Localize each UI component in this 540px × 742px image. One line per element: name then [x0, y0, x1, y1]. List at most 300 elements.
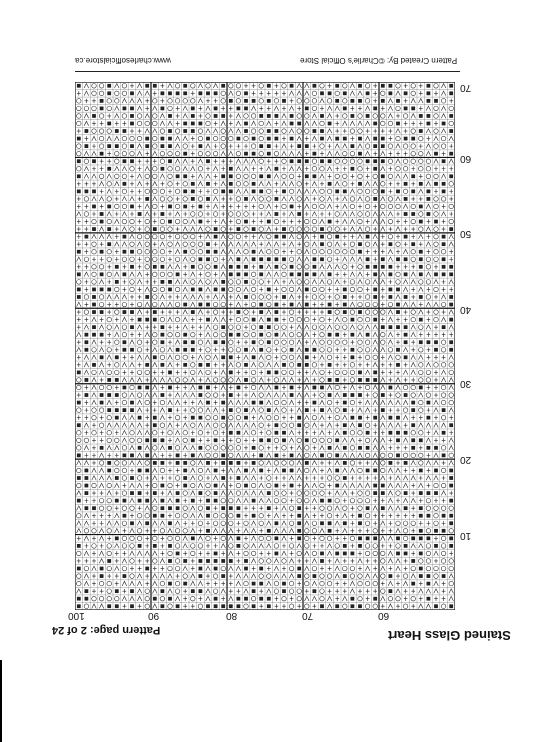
stitch-symbol	[290, 513, 294, 518]
stitch-symbol	[206, 182, 210, 186]
stitch-symbol	[244, 453, 249, 458]
stitch-symbol	[289, 106, 294, 111]
stitch-symbol	[107, 363, 111, 368]
stitch-symbol	[328, 122, 332, 126]
stitch-symbol	[320, 386, 324, 390]
stitch-symbol	[297, 536, 301, 540]
stitch-symbol	[396, 249, 400, 254]
stitch-symbol	[259, 506, 263, 511]
stitch-symbol	[199, 551, 203, 556]
stitch-symbol	[335, 393, 340, 398]
stitch-symbol	[191, 348, 195, 352]
stitch-symbol	[85, 400, 89, 405]
stitch-symbol	[229, 566, 234, 571]
stitch-symbol	[221, 84, 225, 88]
stitch-symbol	[426, 242, 431, 247]
stitch-symbol	[175, 317, 180, 322]
stitch-symbol	[441, 295, 446, 300]
stitch-symbol	[122, 446, 127, 451]
stitch-symbol	[198, 370, 203, 375]
stitch-symbol	[289, 581, 294, 586]
stitch-symbol	[168, 468, 172, 473]
stitch-symbol	[373, 182, 378, 187]
stitch-symbol	[328, 446, 332, 450]
stitch-symbol	[427, 122, 431, 126]
stitch-symbol	[442, 265, 446, 269]
stitch-symbol	[320, 566, 324, 571]
stitch-symbol	[199, 589, 203, 593]
stitch-symbol	[244, 521, 249, 526]
stitch-symbol	[267, 144, 271, 148]
stitch-symbol	[137, 408, 142, 413]
stitch-symbol	[221, 317, 226, 322]
stitch-symbol	[237, 559, 241, 564]
stitch-symbol	[351, 476, 355, 481]
stitch-symbol	[85, 182, 89, 187]
stitch-symbol	[138, 332, 142, 337]
stitch-symbol	[282, 257, 286, 261]
stitch-symbol	[373, 574, 378, 579]
stitch-symbol	[122, 257, 127, 262]
stitch-symbol	[100, 250, 104, 254]
stitch-symbol	[221, 234, 226, 239]
stitch-symbol	[343, 401, 347, 405]
stitch-symbol	[213, 430, 218, 435]
stitch-symbol	[115, 151, 120, 156]
stitch-symbol	[153, 514, 157, 518]
stitch-symbol	[77, 559, 81, 564]
stitch-symbol	[84, 212, 89, 217]
stitch-symbol	[335, 581, 339, 586]
stitch-symbol	[122, 393, 127, 398]
stitch-symbol	[373, 476, 377, 481]
stitch-symbol	[92, 491, 96, 496]
stitch-symbol	[115, 189, 119, 194]
stitch-symbol	[358, 393, 362, 397]
stitch-symbol	[282, 197, 287, 202]
stitch-symbol	[388, 234, 393, 239]
stitch-symbol	[328, 287, 332, 292]
stitch-symbol	[160, 581, 165, 586]
stitch-symbol	[388, 355, 393, 360]
stitch-symbol	[259, 325, 263, 329]
stitch-symbol	[77, 227, 81, 232]
stitch-symbol	[449, 174, 453, 178]
stitch-symbol	[449, 159, 454, 164]
stitch-symbol	[176, 91, 180, 95]
stitch-symbol	[183, 408, 187, 413]
stitch-symbol	[206, 604, 210, 608]
stitch-symbol	[237, 514, 241, 518]
stitch-symbol	[100, 272, 104, 276]
stitch-symbol	[381, 302, 385, 307]
stitch-symbol	[237, 257, 241, 261]
stitch-symbol	[84, 166, 89, 171]
stitch-symbol	[335, 536, 339, 541]
stitch-symbol	[373, 559, 377, 564]
stitch-symbol	[92, 498, 96, 503]
stitch-symbol	[373, 597, 377, 601]
stitch-symbol	[419, 446, 423, 451]
stitch-symbol	[244, 536, 248, 541]
stitch-symbol	[237, 137, 241, 141]
stitch-symbol	[282, 355, 287, 360]
stitch-symbol	[327, 106, 332, 111]
stitch-symbol	[115, 242, 120, 247]
stitch-symbol	[145, 144, 149, 148]
stitch-symbol	[92, 99, 96, 104]
stitch-symbol	[343, 114, 348, 119]
stitch-symbol	[92, 317, 97, 322]
stitch-symbol	[100, 567, 104, 571]
stitch-symbol	[312, 566, 317, 571]
stitch-symbol	[442, 242, 446, 246]
stitch-symbol	[320, 604, 324, 608]
stitch-symbol	[92, 234, 97, 239]
stitch-symbol	[290, 114, 294, 118]
stitch-symbol	[153, 287, 158, 292]
stitch-symbol	[199, 446, 203, 450]
stitch-symbol	[335, 174, 340, 179]
stitch-symbol	[236, 348, 241, 353]
stitch-symbol	[335, 363, 339, 368]
stitch-symbol	[419, 159, 424, 164]
stitch-symbol	[92, 182, 96, 187]
stitch-symbol	[449, 189, 453, 194]
stitch-symbol	[99, 144, 104, 149]
stitch-symbol	[214, 370, 218, 375]
stitch-symbol	[92, 189, 96, 193]
stitch-symbol	[320, 114, 324, 118]
stitch-symbol	[411, 204, 416, 209]
stitch-symbol	[77, 340, 81, 345]
axis-right-10: 10	[460, 530, 472, 541]
stitch-symbol	[191, 91, 195, 96]
stitch-symbol	[130, 310, 134, 314]
stitch-symbol	[138, 566, 142, 571]
stitch-symbol	[350, 498, 355, 503]
stitch-symbol	[100, 491, 104, 496]
stitch-symbol	[312, 415, 317, 420]
stitch-symbol	[350, 581, 355, 586]
stitch-symbol	[244, 423, 249, 428]
stitch-symbol	[427, 219, 431, 224]
stitch-symbol	[115, 106, 120, 111]
stitch-symbol	[328, 91, 332, 95]
stitch-symbol	[396, 393, 401, 398]
stitch-symbol	[176, 491, 180, 495]
stitch-symbol	[244, 581, 249, 586]
stitch-symbol	[381, 106, 385, 111]
stitch-symbol	[328, 272, 332, 276]
stitch-symbol	[123, 408, 127, 412]
stitch-symbol	[297, 204, 301, 209]
stitch-symbol	[198, 513, 203, 518]
stitch-symbol	[92, 476, 97, 481]
stitch-symbol	[130, 446, 135, 451]
stitch-symbol	[251, 596, 256, 601]
stitch-symbol	[85, 469, 89, 473]
stitch-symbol	[168, 415, 172, 420]
stitch-symbol	[183, 363, 187, 367]
stitch-symbol	[411, 513, 415, 518]
stitch-symbol	[198, 242, 203, 247]
stitch-symbol	[259, 461, 264, 466]
stitch-symbol	[115, 559, 119, 564]
stitch-symbol	[100, 513, 104, 518]
stitch-symbol	[282, 265, 287, 270]
stitch-symbol	[396, 529, 401, 534]
stitch-symbol	[350, 84, 355, 89]
stitch-symbol	[396, 91, 401, 96]
stitch-symbol	[236, 408, 241, 413]
stitch-symbol	[343, 129, 347, 134]
stitch-symbol	[244, 152, 248, 156]
stitch-symbol	[389, 295, 393, 299]
stitch-symbol	[275, 197, 279, 201]
stitch-symbol	[214, 385, 218, 390]
stitch-symbol	[191, 476, 196, 481]
stitch-symbol	[320, 144, 325, 149]
stitch-symbol	[229, 159, 233, 164]
stitch-symbol	[206, 559, 210, 563]
stitch-symbol	[426, 325, 431, 330]
stitch-symbol	[206, 159, 210, 163]
stitch-symbol	[351, 99, 355, 103]
stitch-symbol	[99, 280, 104, 285]
stitch-symbol	[282, 566, 286, 571]
stitch-symbol	[153, 257, 158, 262]
stitch-symbol	[267, 84, 271, 88]
stitch-symbol	[389, 566, 393, 571]
stitch-symbol	[335, 340, 340, 345]
stitch-symbol	[130, 340, 135, 345]
stitch-symbol	[441, 385, 446, 390]
stitch-symbol	[350, 385, 355, 390]
stitch-symbol	[183, 400, 187, 405]
stitch-symbol	[282, 227, 286, 231]
stitch-symbol	[350, 219, 355, 224]
stitch-symbol	[381, 212, 386, 217]
stitch-symbol	[107, 84, 111, 88]
stitch-symbol	[335, 544, 340, 549]
stitch-symbol	[411, 227, 415, 232]
stitch-symbol	[213, 574, 218, 579]
stitch-symbol	[328, 559, 332, 564]
stitch-symbol	[206, 121, 211, 126]
stitch-symbol	[411, 340, 415, 345]
stitch-symbol	[312, 581, 317, 586]
stitch-symbol	[350, 536, 355, 541]
stitch-symbol	[290, 205, 294, 209]
stitch-symbol	[183, 99, 188, 104]
stitch-symbol	[259, 423, 264, 428]
stitch-symbol	[107, 483, 112, 488]
stitch-symbol	[449, 423, 453, 427]
stitch-symbol	[198, 461, 203, 466]
stitch-symbol	[107, 151, 111, 156]
stitch-symbol	[137, 370, 142, 375]
stitch-symbol	[191, 453, 195, 457]
stitch-symbol	[160, 355, 165, 360]
stitch-symbol	[441, 378, 446, 383]
stitch-symbol	[130, 513, 134, 518]
stitch-symbol	[214, 604, 218, 608]
stitch-symbol	[92, 385, 97, 390]
stitch-symbol	[168, 348, 173, 353]
stitch-symbol	[244, 197, 248, 201]
stitch-symbol	[289, 227, 294, 232]
stitch-symbol	[130, 408, 134, 412]
stitch-symbol	[176, 197, 180, 202]
stitch-symbol	[297, 197, 302, 202]
stitch-symbol	[130, 355, 134, 360]
stitch-symbol	[92, 483, 97, 488]
stitch-symbol	[137, 121, 142, 126]
stitch-symbol	[229, 581, 233, 586]
stitch-symbol	[137, 249, 142, 254]
stitch-symbol	[206, 310, 210, 315]
stitch-symbol	[229, 182, 233, 186]
stitch-symbol	[145, 280, 149, 285]
stitch-symbol	[213, 513, 218, 518]
stitch-symbol	[343, 393, 347, 397]
stitch-symbol	[434, 430, 439, 435]
stitch-symbol	[138, 416, 142, 420]
stitch-symbol	[327, 604, 332, 609]
stitch-symbol	[343, 566, 348, 571]
stitch-symbol	[77, 197, 81, 202]
stitch-symbol	[350, 310, 355, 315]
stitch-symbol	[343, 137, 347, 141]
stitch-symbol	[145, 363, 149, 367]
stitch-symbol	[335, 453, 339, 457]
stitch-symbol	[252, 355, 256, 359]
stitch-symbol	[84, 159, 89, 164]
stitch-symbol	[396, 197, 401, 202]
stitch-symbol	[289, 295, 294, 300]
stitch-symbol	[259, 453, 263, 457]
stitch-symbol	[236, 280, 241, 285]
stitch-symbol	[206, 106, 211, 111]
stitch-symbol	[183, 491, 188, 496]
stitch-symbol	[176, 408, 180, 413]
stitch-symbol	[198, 430, 203, 435]
stitch-symbol	[191, 99, 196, 104]
stitch-symbol	[320, 430, 325, 435]
stitch-symbol	[252, 234, 256, 239]
stitch-symbol	[191, 332, 196, 337]
stitch-symbol	[138, 491, 142, 495]
stitch-symbol	[85, 189, 89, 193]
stitch-symbol	[297, 182, 302, 187]
stitch-symbol	[396, 280, 401, 285]
stitch-symbol	[343, 272, 347, 277]
stitch-symbol	[404, 91, 408, 95]
stitch-symbol	[206, 242, 210, 246]
stitch-symbol	[350, 287, 355, 292]
stitch-symbol	[77, 491, 82, 496]
stitch-symbol	[419, 84, 423, 89]
stitch-symbol	[130, 559, 135, 564]
stitch-symbol	[327, 468, 332, 473]
stitch-symbol	[320, 499, 324, 503]
stitch-symbol	[358, 106, 362, 111]
stitch-symbol	[419, 174, 423, 179]
stitch-symbol	[145, 491, 149, 496]
stitch-symbol	[419, 476, 423, 481]
stitch-symbol	[297, 589, 302, 594]
stitch-symbol	[411, 159, 416, 164]
stitch-symbol	[92, 295, 96, 299]
stitch-symbol	[137, 536, 142, 541]
stitch-symbol	[130, 212, 134, 217]
stitch-symbol	[419, 121, 423, 126]
stitch-symbol	[411, 506, 415, 511]
stitch-symbol	[252, 137, 256, 141]
stitch-symbol	[251, 272, 256, 277]
stitch-symbol	[251, 476, 256, 481]
stitch-symbol	[335, 99, 339, 103]
stitch-symbol	[305, 378, 310, 383]
stitch-symbol	[289, 151, 294, 156]
stitch-symbol	[122, 521, 127, 526]
stitch-symbol	[115, 438, 120, 443]
stitch-symbol	[214, 182, 218, 187]
stitch-symbol	[153, 416, 157, 420]
stitch-symbol	[396, 589, 401, 594]
stitch-symbol	[183, 355, 188, 360]
stitch-symbol	[350, 129, 355, 134]
stitch-symbol	[107, 446, 112, 451]
stitch-symbol	[289, 189, 294, 194]
stitch-symbol	[153, 453, 158, 458]
stitch-symbol	[404, 107, 408, 111]
stitch-symbol	[419, 234, 424, 239]
stitch-symbol	[381, 204, 386, 209]
stitch-symbol	[191, 400, 195, 405]
stitch-symbol	[358, 385, 362, 390]
stitch-symbol	[427, 317, 431, 322]
stitch-symbol	[77, 348, 82, 353]
stitch-symbol	[403, 574, 408, 579]
stitch-symbol	[123, 348, 127, 352]
stitch-symbol	[267, 355, 272, 360]
stitch-symbol	[289, 129, 294, 134]
stitch-symbol	[183, 227, 188, 232]
stitch-symbol	[198, 227, 203, 232]
stitch-symbol	[351, 491, 355, 496]
stitch-symbol	[145, 415, 149, 420]
stitch-symbol	[282, 446, 287, 451]
stitch-symbol	[168, 91, 172, 95]
stitch-symbol	[335, 589, 339, 594]
stitch-symbol	[282, 453, 286, 458]
stitch-symbol	[388, 204, 393, 209]
stitch-symbol	[213, 280, 218, 285]
stitch-symbol	[403, 476, 408, 481]
stitch-symbol	[85, 249, 89, 254]
stitch-symbol	[213, 408, 218, 413]
stitch-symbol	[275, 310, 279, 314]
stitch-symbol	[244, 491, 249, 496]
stitch-symbol	[244, 227, 249, 232]
stitch-symbol	[244, 438, 248, 443]
stitch-symbol	[335, 182, 340, 187]
stitch-symbol	[373, 400, 378, 405]
stitch-symbol	[366, 596, 370, 601]
stitch-symbol	[282, 174, 287, 179]
